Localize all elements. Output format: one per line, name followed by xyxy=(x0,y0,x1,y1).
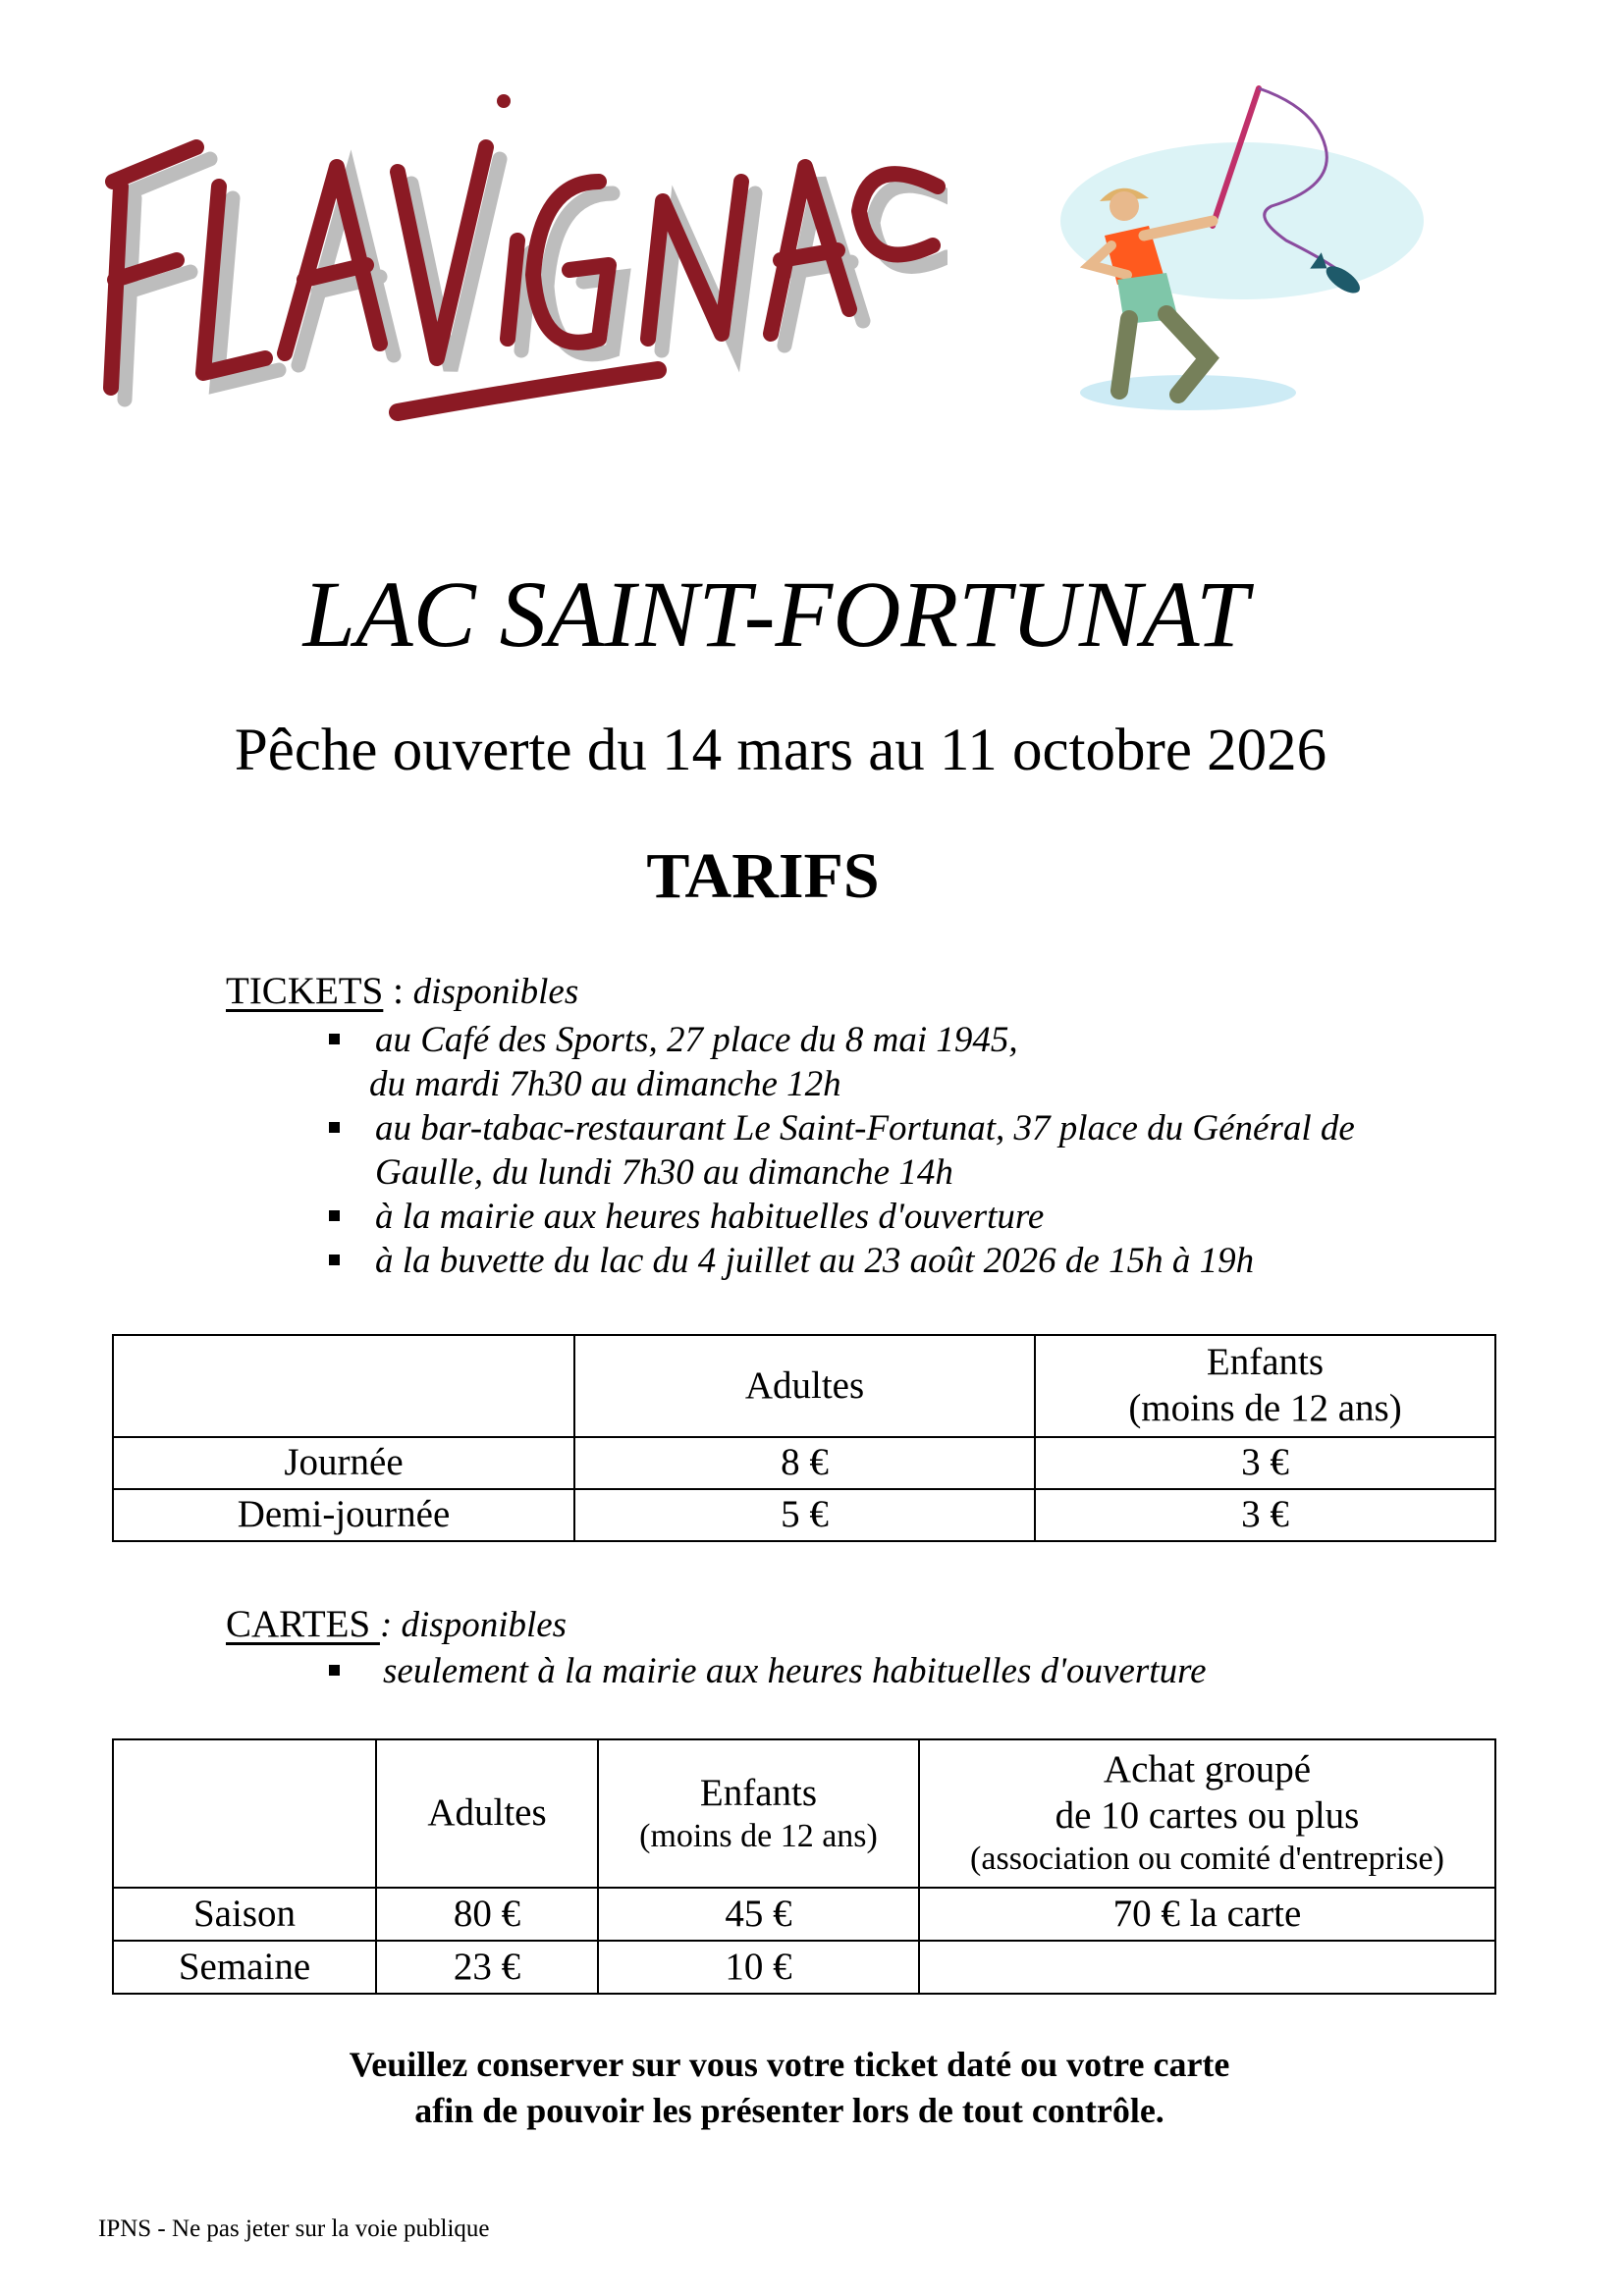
list-item xyxy=(324,1195,1502,1239)
list-item xyxy=(324,1062,1502,1106)
fisherman-leg xyxy=(1119,319,1129,391)
list-item xyxy=(324,1239,1502,1283)
fisherman-head xyxy=(1110,191,1139,221)
header-adults: Adultes xyxy=(574,1335,1035,1437)
location-line: du mardi 7h30 au dimanche 12h xyxy=(369,1064,841,1104)
cartes-price-table xyxy=(112,1738,1496,1995)
tickets-heading xyxy=(226,969,578,1013)
season-dates: Pêche ouverte du 14 mars au 11 octobre 2026 xyxy=(234,718,1327,783)
price-group xyxy=(919,1941,1495,1994)
price-adults: 5 € xyxy=(574,1489,1035,1541)
table-row xyxy=(113,1489,1495,1541)
list-item xyxy=(324,1649,1404,1693)
flavignac-logo xyxy=(93,93,947,432)
header-group-line1: Achat groupé xyxy=(1103,1748,1312,1791)
location-line: seulement à la mairie aux heures habituelles d'ouverture xyxy=(383,1651,1207,1691)
header-group-line2: de 10 cartes ou plus xyxy=(1055,1794,1360,1838)
row-label: Demi-journée xyxy=(113,1489,574,1541)
price-group: 70 € la carte xyxy=(919,1888,1495,1941)
location-line: Gaulle, du lundi 7h30 au dimanche 14h xyxy=(375,1152,953,1193)
header-children-note: (moins de 12 ans) xyxy=(1128,1387,1402,1429)
empty-cell xyxy=(113,1739,376,1888)
header-adults: Adultes xyxy=(376,1739,598,1888)
table-header-row xyxy=(113,1739,1495,1888)
table-header-row xyxy=(113,1335,1495,1437)
cartes-availability: disponibles xyxy=(401,1605,568,1645)
bullet-icon xyxy=(329,1210,340,1221)
tarifs-heading: TARIFS xyxy=(646,840,880,912)
row-label: Saison xyxy=(113,1888,376,1941)
footer-ipns: IPNS - Ne pas jeter sur la voie publique xyxy=(98,2216,490,2242)
cartes-label: CARTES xyxy=(226,1603,380,1645)
location-line: à la mairie aux heures habituelles d'ouverture xyxy=(375,1197,1045,1237)
cartes-heading xyxy=(226,1602,567,1646)
i-dot xyxy=(497,94,511,108)
price-children: 3 € xyxy=(1035,1489,1495,1541)
header-children xyxy=(598,1739,919,1888)
table-row xyxy=(113,1437,1495,1489)
tickets-label: TICKETS xyxy=(226,970,384,1012)
tickets-price-table xyxy=(112,1334,1496,1542)
price-adults: 80 € xyxy=(376,1888,598,1941)
control-notice xyxy=(0,2042,1579,2134)
location-line: à la buvette du lac du 4 juillet au 23 août 2026 de 15h à 19h xyxy=(375,1241,1255,1281)
header-children xyxy=(1035,1335,1495,1437)
location-line: au Café des Sports, 27 place du 8 mai 1945, xyxy=(375,1020,1018,1060)
list-item xyxy=(324,1150,1502,1195)
list-item xyxy=(324,1018,1502,1062)
location-line: au bar-tabac-restaurant Le Saint-Fortunat, 37 place du Général de xyxy=(375,1108,1355,1148)
row-label: Semaine xyxy=(113,1941,376,1994)
header-children-label: Enfants xyxy=(699,1771,818,1814)
page-title: LAC SAINT-FORTUNAT xyxy=(302,561,1249,667)
tickets-availability: disponibles xyxy=(412,972,579,1012)
bullet-icon xyxy=(329,1034,340,1044)
price-children: 45 € xyxy=(598,1888,919,1941)
table-row xyxy=(113,1888,1495,1941)
header-group xyxy=(919,1739,1495,1888)
table-row xyxy=(113,1941,1495,1994)
price-children: 10 € xyxy=(598,1941,919,1994)
price-children: 3 € xyxy=(1035,1437,1495,1489)
notice-line: Veuillez conserver sur vous votre ticket daté ou votre carte xyxy=(349,2045,1230,2084)
list-item xyxy=(324,1106,1502,1150)
fisherman-illustration xyxy=(1051,79,1443,422)
bullet-icon xyxy=(329,1122,340,1133)
header-children-note: (moins de 12 ans) xyxy=(639,1817,878,1854)
header-group-note: (association ou comité d'entreprise) xyxy=(970,1840,1444,1877)
bullet-icon xyxy=(329,1255,340,1265)
tickets-locations xyxy=(324,1018,1502,1283)
notice-line: afin de pouvoir les présenter lors de tout contrôle. xyxy=(414,2091,1164,2130)
price-adults: 8 € xyxy=(574,1437,1035,1489)
tickets-separator: : xyxy=(383,970,413,1012)
header-children-label: Enfants xyxy=(1206,1341,1325,1384)
price-adults: 23 € xyxy=(376,1941,598,1994)
cartes-separator: : xyxy=(379,1605,402,1645)
cartes-locations xyxy=(324,1649,1404,1693)
bullet-icon xyxy=(329,1665,340,1676)
row-label: Journée xyxy=(113,1437,574,1489)
empty-cell xyxy=(113,1335,574,1437)
